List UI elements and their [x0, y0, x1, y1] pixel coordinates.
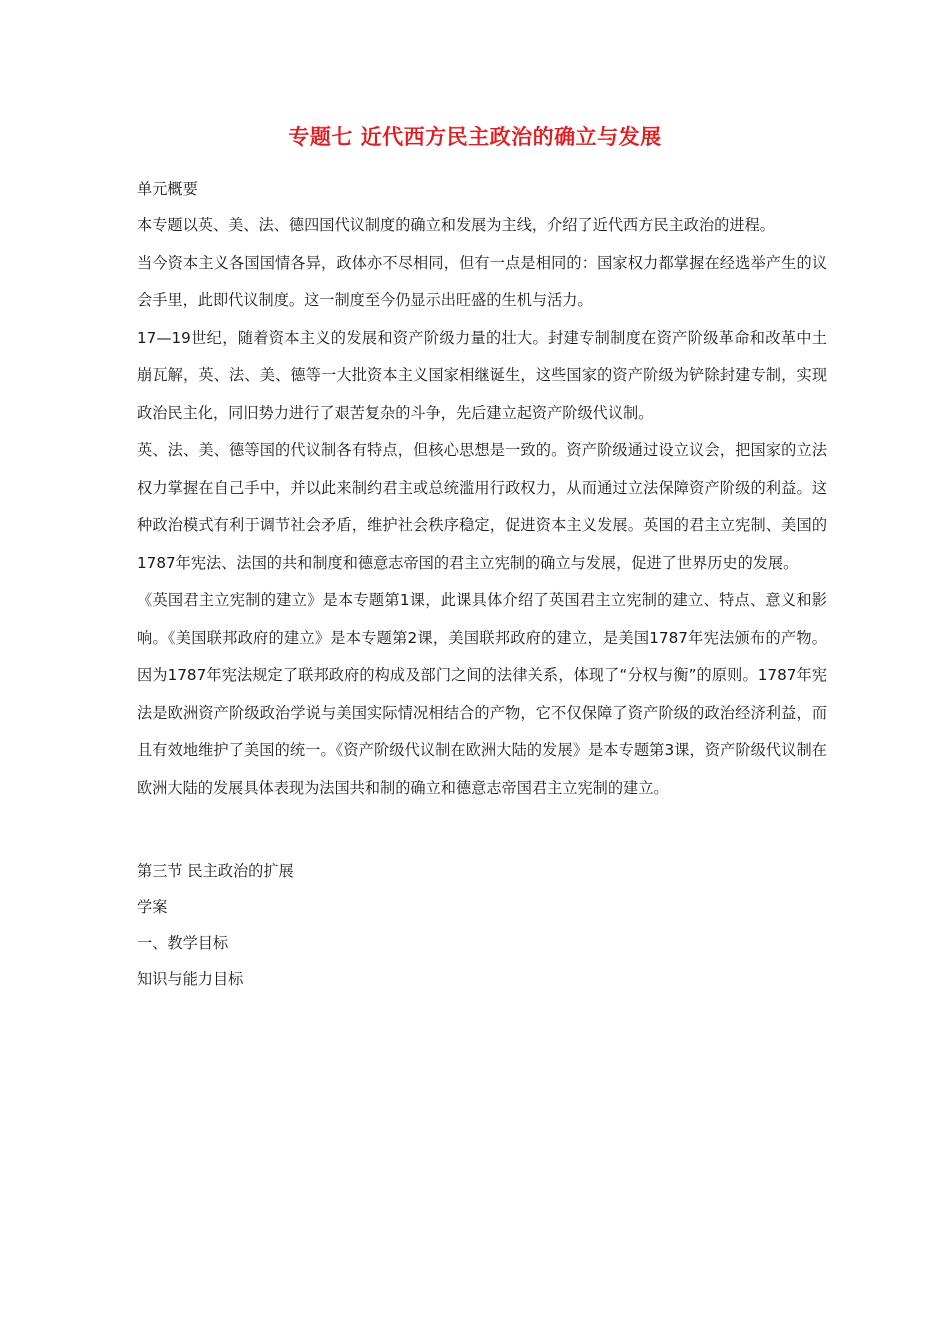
knowledge-heading: 知识与能力目标 — [137, 970, 244, 988]
paragraph-lessons: 《英国君主立宪制的建立》是本专题第1课，此课具体介绍了英国君主立宪制的建立、特点、意义和影响。《美国联邦政府的建立》是本专题第2课，美国联邦政府的建立，是美国1787年宪法颁布的产物。因为1787年宪法规定了联邦政府的构成及部门之间的法律关系，体现了“分权与衡”的原则。1787年宪法是欧洲资产阶级政治学说与美国实际情况相结合的产物，它不仅保障了资产阶级的政治经济利益，而且有效地维护了美国的统一。《资产阶级代议制在欧洲大陆的发展》是本专题第3课，资产阶级代议制在欧洲大陆的发展具体表现为法国共和制的确立和德意志帝国君主立宪制的建立。 — [137, 591, 827, 797]
study-plan-label: 学案 — [137, 898, 168, 916]
paragraph-history: 17—19世纪，随着资本主义的发展和资产阶级力量的壮大。封建专制制度在资产阶级革命和改革中土崩瓦解，英、法、美、德等一大批资本主义国家相继诞生，这些国家的资产阶级为铲除封建专制，实现政治民主化，同旧势力进行了艰苦复杂的斗争，先后建立起资产阶级代议制。 — [137, 328, 827, 422]
objectives-heading: 一、教学目标 — [137, 934, 229, 952]
document-title: 专题七 近代西方民主政治的确立与发展 — [288, 125, 662, 149]
paragraph-intro: 本专题以英、美、法、德四国代议制度的确立和发展为主线，介绍了近代西方民主政治的进程。 — [137, 216, 775, 234]
paragraph-representative-system: 当今资本主义各国国情各异，政体亦不尽相同，但有一点是相同的：国家权力都掌握在经选举产生的议会手里，此即代议制度。这一制度至今仍显示出旺盛的生机与活力。 — [137, 253, 827, 309]
paragraph-characteristics: 英、法、美、德等国的代议制各有特点，但核心思想是一致的。资产阶级通过设立议会，把国家的立法权力掌握在自己手中，并以此来制约君主或总统滥用行政权力，从而通过立法保障资产阶级的利益。这种政治模式有利于调节社会矛盾，维护社会秩序稳定，促进资本主义发展。英国的君主立宪制、美国的1787年宪法、法国的共和制度和德意志帝国的君主立宪制的确立与发展，促进了世界历史的发展。 — [137, 441, 827, 572]
section-title: 第三节 民主政治的扩展 — [137, 862, 294, 880]
unit-heading: 单元概要 — [137, 180, 198, 198]
section-spacer — [137, 807, 827, 853]
document-body — [137, 171, 827, 997]
